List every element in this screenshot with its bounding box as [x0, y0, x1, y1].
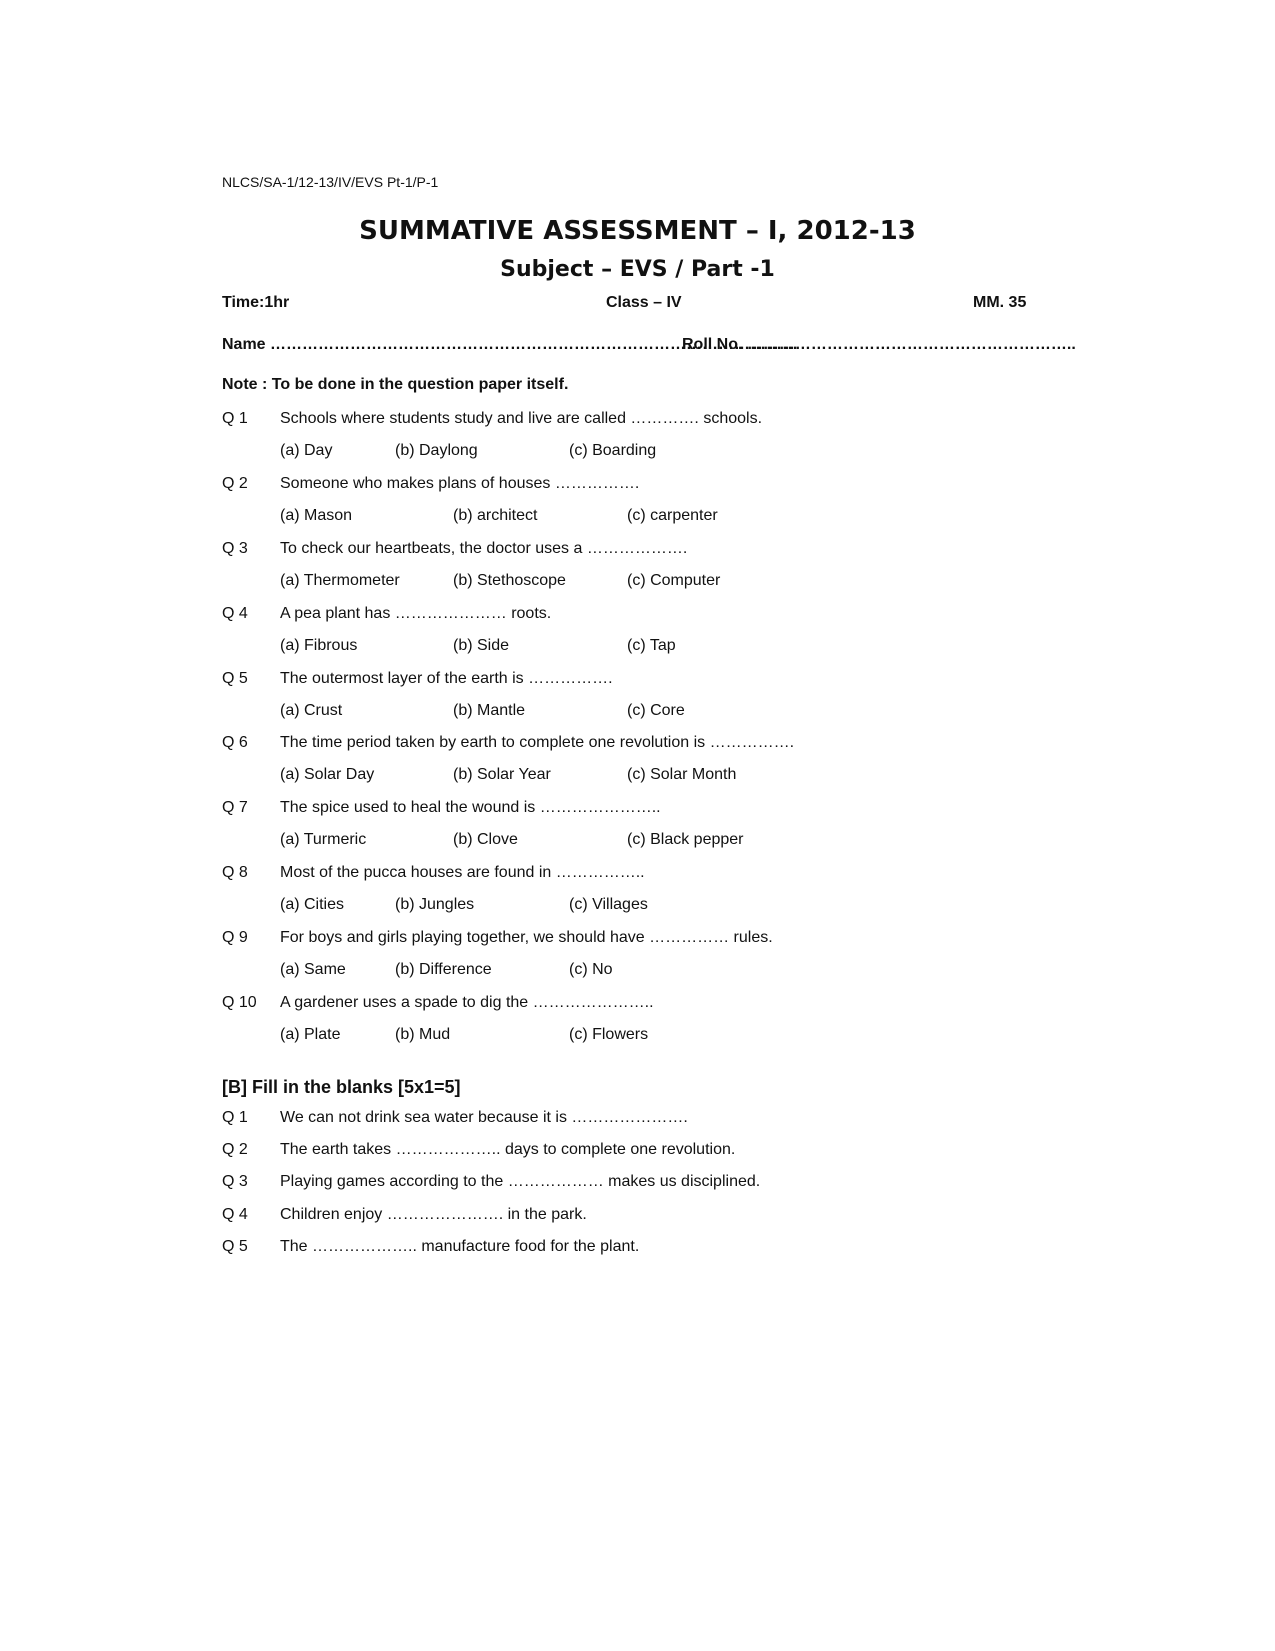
question-text: The outermost layer of the earth is ……………. [280, 670, 613, 687]
blank-text: Playing games according to the ……………… makes us disciplined. [280, 1173, 761, 1190]
option-b: (b) Difference [395, 961, 492, 978]
name-field: Name ……………………………………………………………………………………… [222, 336, 799, 353]
question-number: Q 1 [222, 410, 248, 427]
option-b: (b) Stethoscope [453, 572, 566, 589]
option-a: (a) Solar Day [280, 766, 375, 783]
class-label: Class – IV [606, 294, 682, 311]
question-number: Q 4 [222, 605, 248, 622]
option-b: (b) Mud [395, 1026, 451, 1043]
option-a: (a) Plate [280, 1026, 341, 1043]
blank-number: Q 4 [222, 1206, 248, 1223]
blank-number: Q 5 [222, 1238, 248, 1255]
blank-number: Q 3 [222, 1173, 248, 1190]
option-c: (c) Solar Month [627, 766, 737, 783]
option-c: (c) No [569, 961, 613, 978]
question-number: Q 5 [222, 670, 248, 687]
option-c: (c) Core [627, 702, 685, 719]
option-b: (b) Clove [453, 831, 518, 848]
note-text: Note : To be done in the question paper itself. [222, 376, 569, 393]
question-number: Q 3 [222, 540, 248, 557]
option-c: (c) Black pepper [627, 831, 744, 848]
question-text: Schools where students study and live are called …………. schools. [280, 410, 763, 427]
question-text: Most of the pucca houses are found in …………….. [280, 864, 645, 881]
option-a: (a) Turmeric [280, 831, 367, 848]
exam-title: SUMMATIVE ASSESSMENT – I, 2012-13 [359, 216, 916, 246]
option-a: (a) Fibrous [280, 637, 358, 654]
question-number: Q 7 [222, 799, 248, 816]
blank-number: Q 1 [222, 1109, 248, 1126]
option-b: (b) Jungles [395, 896, 475, 913]
question-text: Someone who makes plans of houses ……………. [280, 475, 640, 492]
option-c: (c) Computer [627, 572, 721, 589]
option-b: (b) Mantle [453, 702, 526, 719]
option-a: (a) Crust [280, 702, 343, 719]
question-text: For boys and girls playing together, we should have …………… rules. [280, 929, 773, 946]
question-text: A gardener uses a spade to dig the ………………….. [280, 994, 654, 1011]
option-b: (b) architect [453, 507, 538, 524]
question-number: Q 2 [222, 475, 248, 492]
option-a: (a) Cities [280, 896, 345, 913]
blank-text: Children enjoy …………………. in the park. [280, 1206, 587, 1223]
blank-text: The ……………….. manufacture food for the plant. [280, 1238, 640, 1255]
blank-text: The earth takes ……………….. days to complete one revolution. [280, 1141, 736, 1158]
option-a: (a) Mason [280, 507, 353, 524]
option-b: (b) Daylong [395, 442, 478, 459]
option-a: (a) Day [280, 442, 333, 459]
option-b: (b) Solar Year [453, 766, 551, 783]
question-text: To check our heartbeats, the doctor uses a ………………. [280, 540, 688, 557]
option-a: (a) Same [280, 961, 346, 978]
question-text: A pea plant has ………………… roots. [280, 605, 552, 622]
question-number: Q 9 [222, 929, 248, 946]
question-number: Q 8 [222, 864, 248, 881]
blank-text: We can not drink sea water because it is …………………. [280, 1109, 688, 1126]
max-marks: MM. 35 [973, 294, 1027, 311]
paper-code: NLCS/SA-1/12-13/IV/EVS Pt-1/P-1 [222, 174, 439, 190]
section-b-heading: [B] Fill in the blanks [5x1=5] [222, 1077, 461, 1097]
option-c: (c) Flowers [569, 1026, 649, 1043]
question-number: Q 6 [222, 734, 248, 751]
option-c: (c) Boarding [569, 442, 657, 459]
option-c: (c) Villages [569, 896, 648, 913]
time-label: Time:1hr [222, 294, 290, 311]
option-c: (c) Tap [627, 637, 676, 654]
option-a: (a) Thermometer [280, 572, 400, 589]
subject-line: Subject – EVS / Part -1 [500, 257, 775, 282]
question-text: The spice used to heal the wound is ………………….. [280, 799, 661, 816]
option-b: (b) Side [453, 637, 510, 654]
option-c: (c) carpenter [627, 507, 718, 524]
question-number: Q 10 [222, 994, 257, 1011]
blank-number: Q 2 [222, 1141, 248, 1158]
roll-field: Roll No. …………………………………………………….. [682, 336, 1076, 353]
question-text: The time period taken by earth to complete one revolution is ……………. [280, 734, 795, 751]
